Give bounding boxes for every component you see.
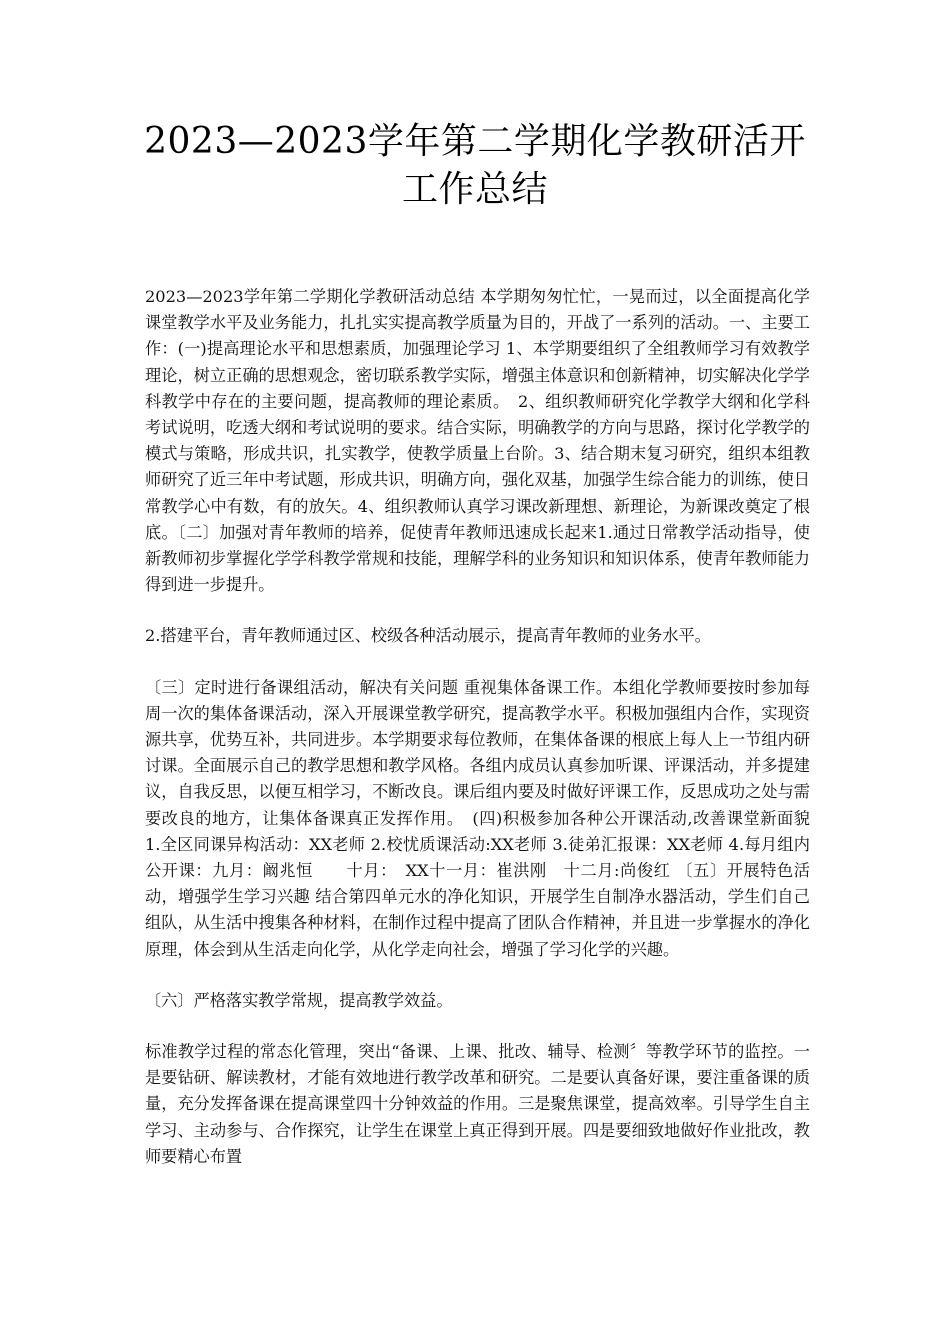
title-line-2: 工作总结	[401, 169, 548, 210]
paragraph-2: 2.搭建平台，青年教师通过区、校级各种活动展示，提高青年教师的业务水平。	[145, 626, 711, 646]
paragraph-5: 标准教学过程的常态化管理，突出“备课、上课、批改、辅导、检测〞等教学环节的监控。一是要钻研、解读教材，才能有效地进行教学改革和研究。二是要认真备好课，要注重备课的质量，充分发挥备课在提高课堂四十分钟效益的作用。三是聚焦课堂，提高效率。引导学生自主学习、主动参与、合作探究，让学生在课堂上真正得到开展。四是要细致地做好作业批改，教师要精心布置	[145, 1042, 810, 1166]
document-title	[120, 118, 830, 214]
document-body	[145, 284, 843, 1195]
paragraph-3: 〔三〕定时进行备课组活动，解决有关问题 重视集体备课工作。本组化学教师要按时参加每周一次的集体备课活动，深入开展课堂教学研究，提高教学水平。积极加强组内合作，实现资源共享，优势互补，共同进步。本学期要求每位教师，在集体备课的根底上每人上一节组内研讨课。全面展示自己的教学思想和教学风格。各组内成员认真参加听课、评课活动，并多提建议，自我反思，以便互相学习，不断改良。课后组内要及时做好评课工作，反思成功之处与需要改良的地方，让集体备课真正发挥作用。 (四)积极参加各种公开课活动,改善课堂新面貌 1.全区同课异构活动：XX老师 2.校忧质课活动:XX老师 3.徒弟汇报课：XX老师 4.每月组内公开课：九月：阚兆恒 十月： XX十一月：崔洪刚 十二月:尚俊红 〔五〕开展特色活动，增强学生学习兴趣 结合第四单元水的净化知识，开展学生自制净水器活动，学生们自己组队，从生活中搜集各种材料，在制作过程中提高了团队合作精神，并且进一步掌握水的净化原理，体会到从生活走向化学，从化学走向社会，增强了学习化学的兴趣。	[145, 677, 843, 959]
paragraph-4: 〔六〕严格落实教学常规，提高教学效益。	[145, 990, 453, 1010]
title-line-1: 2023—2023学年第二学期化学教研活开	[144, 121, 806, 162]
paragraph-1: 2023—2023学年第二学期化学教研活动总结 本学期匆匆忙忙，一晃而过，以全面提高化学课堂教学水平及业务能力，扎扎实实提高教学质量为目的，开战了一系列的活动。一、主要工作：(一)提高理论水平和思想素质，加强理论学习 1、本学期要组织了全组教师学习有效教学理论，树立正确的思想观念，密切联系教学实际，增强主体意识和创新精神，切实解决化学学科教学中存在的主要问题，提高教师的理论素质。 2、组织教师研究化学教学大纲和化学科考试说明，吃透大纲和考试说明的要求。结合实际，明确教学的方向与思路，探讨化学教学的模式与策略，形成共识，扎实教学，使教学质量上台阶。3、结合期末复习研究，组织本组教师研究了近三年中考试题，形成共识，明确方向，强化双基，加强学生综合能力的训练，使日常教学心中有数，有的放矢。4、组织教师认真学习课改新理想、新理论，为新课改奠定了根底。〔二〕加强对青年教师的培养，促使青年教师迅速成长起来1.通过日常教学活动指导，使新教师初步掌握化学学科教学常规和技能，理解学科的业务知识和知识体系，使青年教师能力得到进一步提升。	[145, 287, 810, 595]
